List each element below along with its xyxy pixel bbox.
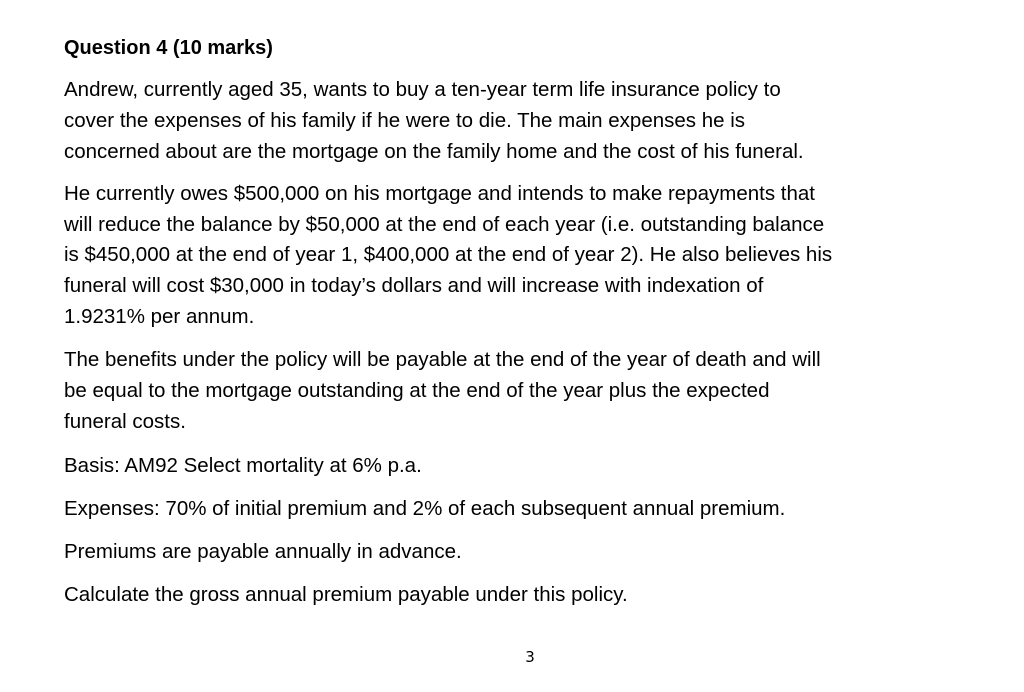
paragraph-2-line-4: funeral will cost $30,000 in today’s dollars and will increase with indexation of [64, 274, 764, 297]
paragraph-3-line-1: The benefits under the policy will be payable at the end of the year of death and will [64, 348, 821, 371]
paragraph-1-line-2: cover the expenses of his family if he were to die. The main expenses he is [64, 109, 746, 132]
basis-line: Basis: AM92 Select mortality at 6% p.a. [64, 454, 422, 477]
instruction-line: Calculate the gross annual premium payable under this policy. [64, 583, 628, 606]
paragraph-3-line-3: funeral costs. [64, 410, 186, 433]
paragraph-2-line-2: will reduce the balance by $50,000 at the end of each year (i.e. outstanding balance [64, 213, 825, 236]
expenses-line: Expenses: 70% of initial premium and 2% of each subsequent annual premium. [64, 497, 786, 520]
paragraph-2-line-1: He currently owes $500,000 on his mortgage and intends to make repayments that [64, 182, 815, 205]
premiums-line: Premiums are payable annually in advance. [64, 540, 462, 563]
paragraph-1-line-1: Andrew, currently aged 35, wants to buy a ten-year term life insurance policy to [64, 78, 781, 101]
paragraph-2-line-3: is $450,000 at the end of year 1, $400,000 at the end of year 2). He also believes his [64, 243, 833, 266]
paragraph-1-line-3: concerned about are the mortgage on the family home and the cost of his funeral. [64, 140, 804, 163]
paragraph-3-line-2: be equal to the mortgage outstanding at the end of the year plus the expected [64, 379, 770, 402]
page-number: 3 [525, 648, 535, 666]
paragraph-2-line-5: 1.9231% per annum. [64, 305, 255, 328]
question-heading: Question 4 (10 marks) [64, 37, 273, 59]
